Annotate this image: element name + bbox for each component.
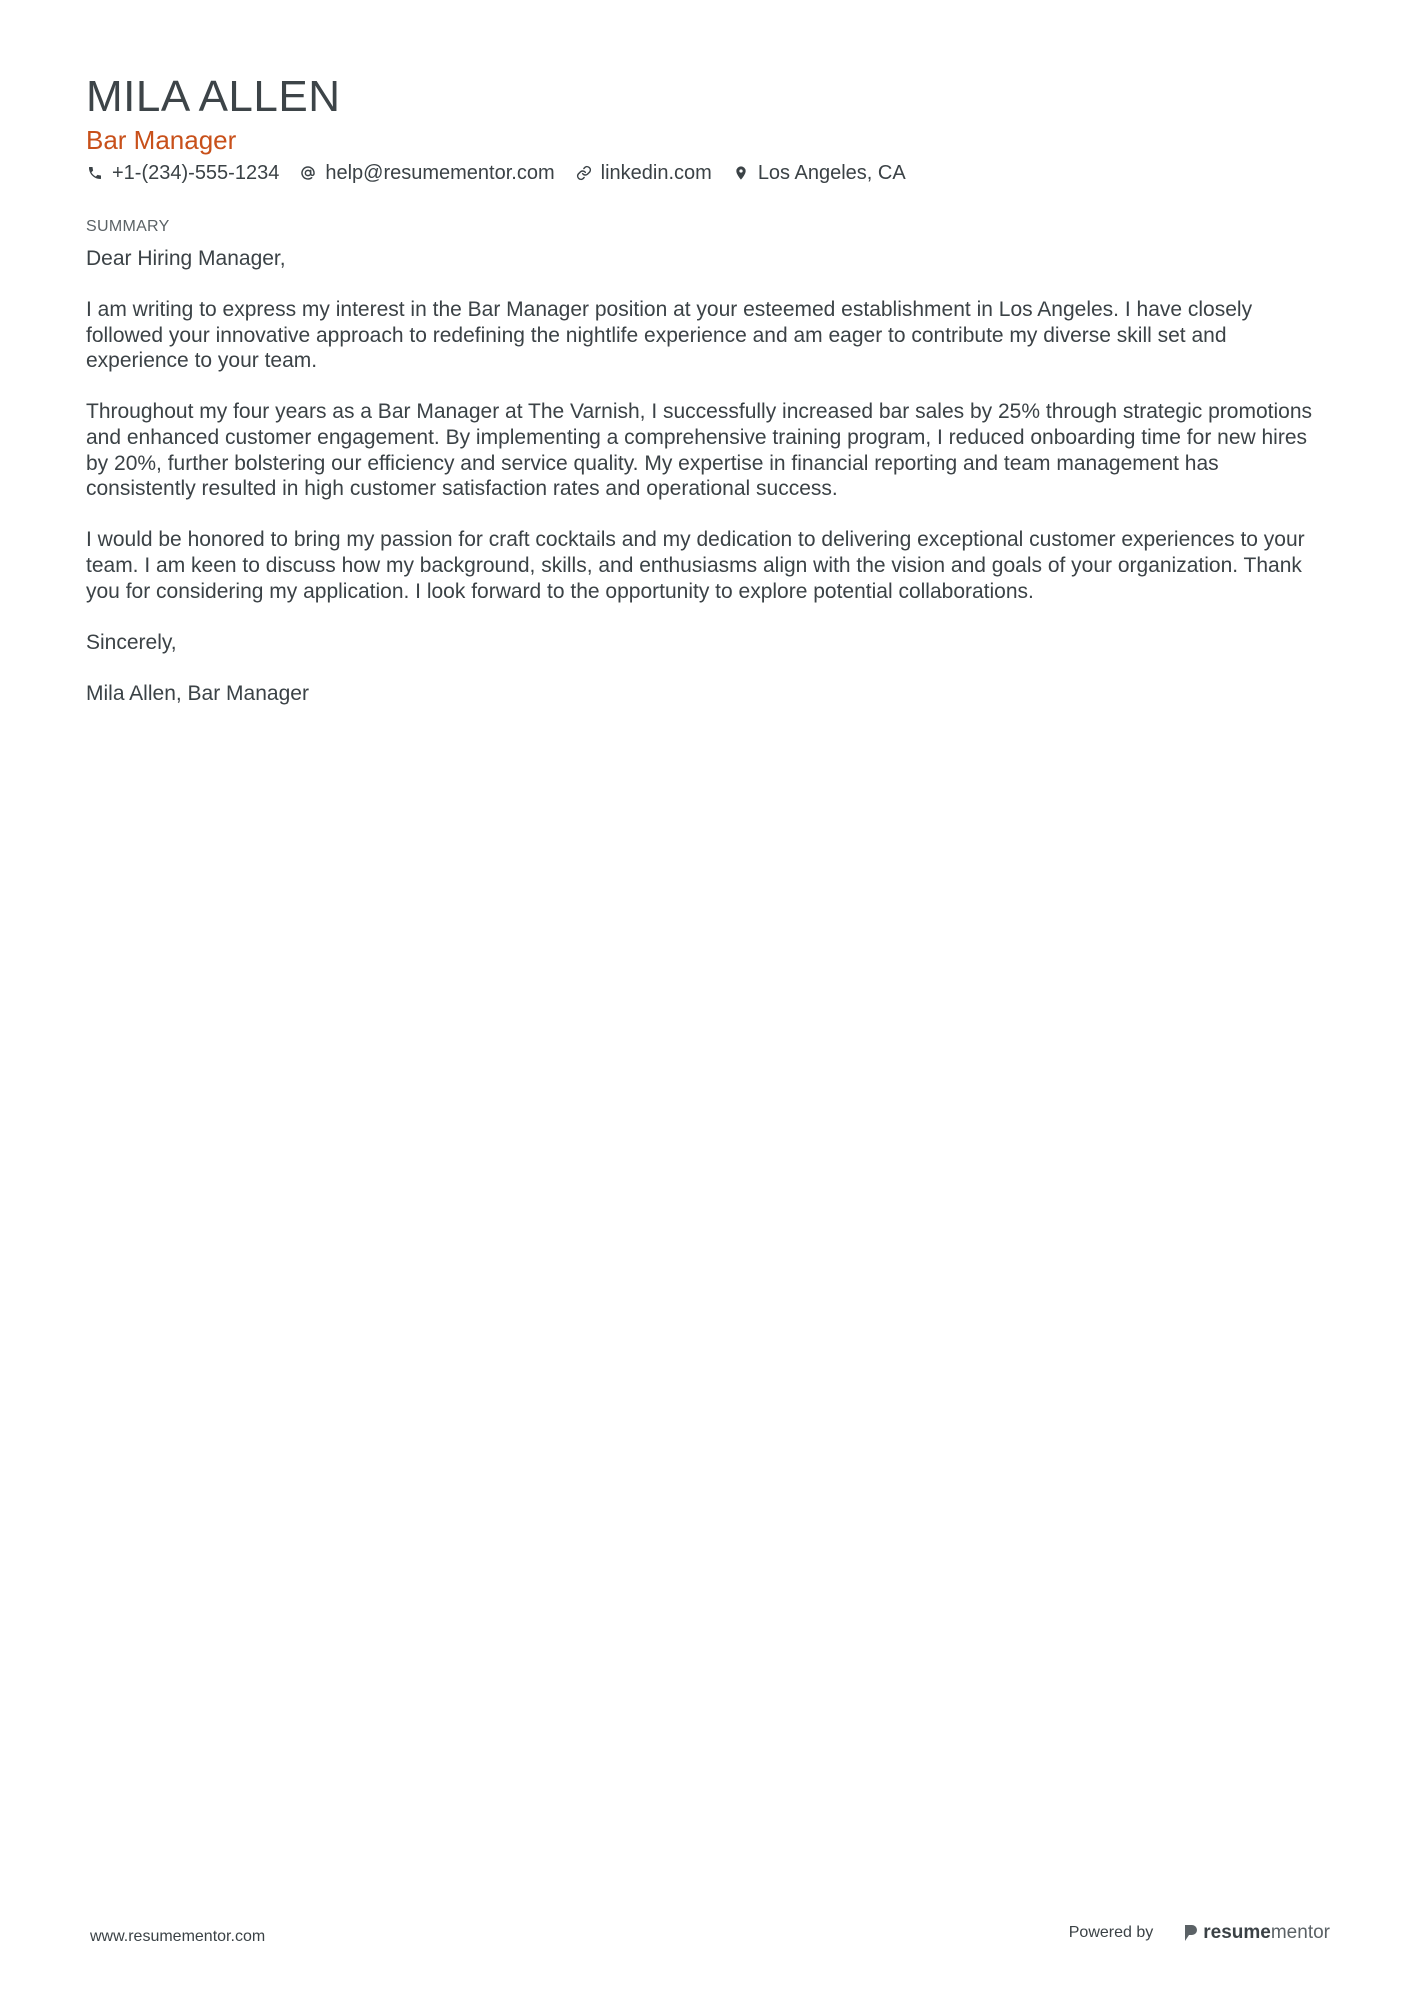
letter-greeting: Dear Hiring Manager, — [86, 246, 286, 270]
website-text: linkedin.com — [600, 161, 712, 184]
letter-body — [86, 246, 1331, 707]
phone-icon — [86, 164, 104, 182]
letter-paragraph: I would be honored to bring my passion for craft cocktails and my dedication to delivering exceptional customer experiences to your team. I am keen to discuss how my background, skills, and enthusiasms align with the vision and goals of your organization. Thank you for considering my application. I look forward to the opportunity to explore potential collaborations. — [86, 528, 1305, 603]
letter-paragraph: Throughout my four years as a Bar Manager at The Varnish, I successfully increased bar sales by 25% through strategic promotions and enhanced customer engagement. By implementing a comprehensive training program, I reduced onboarding time for new hires by 20%, further bolstering our efficiency and service quality. My expertise in financial reporting and team management has consistently resulted in high customer satisfaction rates and operational success. — [86, 400, 1312, 501]
summary-heading: SUMMARY — [86, 217, 170, 235]
brand-logo[interactable] — [1183, 1922, 1330, 1944]
contact-bar — [86, 162, 1331, 185]
link-icon — [575, 164, 593, 182]
phone-text: +1-(234)-555-1234 — [112, 161, 280, 184]
map-pin-icon — [732, 164, 750, 182]
page-footer — [90, 1918, 1330, 1958]
resumementor-logo-icon — [1183, 1923, 1199, 1943]
candidate-role: Bar Manager — [86, 124, 237, 155]
contact-location — [732, 162, 906, 185]
contact-phone — [86, 162, 279, 185]
brand-name-light: mentor — [1270, 1922, 1330, 1943]
cover-letter-page — [86, 72, 1331, 732]
candidate-name: MILA ALLEN — [86, 72, 341, 121]
at-sign-icon — [299, 164, 317, 182]
powered-by-label: Powered by — [1068, 1924, 1154, 1941]
brand-name-bold: resume — [1203, 1922, 1271, 1943]
footer-url[interactable]: www.resumementor.com — [90, 1928, 266, 1945]
contact-website — [575, 162, 712, 185]
letter-signature: Mila Allen, Bar Manager — [86, 681, 309, 705]
location-text: Los Angeles, CA — [757, 161, 906, 184]
letter-paragraph: I am writing to express my interest in the Bar Manager position at your esteemed establishment in Los Angeles. I have closely followed your innovative approach to redefining the nightlife experience and am eager to contribute my diverse skill set and experience to your team. — [86, 297, 1253, 373]
powered-by — [1069, 1922, 1330, 1944]
contact-email — [299, 162, 554, 185]
email-text: help@resumementor.com — [325, 161, 555, 184]
letter-closing: Sincerely, — [86, 630, 177, 654]
